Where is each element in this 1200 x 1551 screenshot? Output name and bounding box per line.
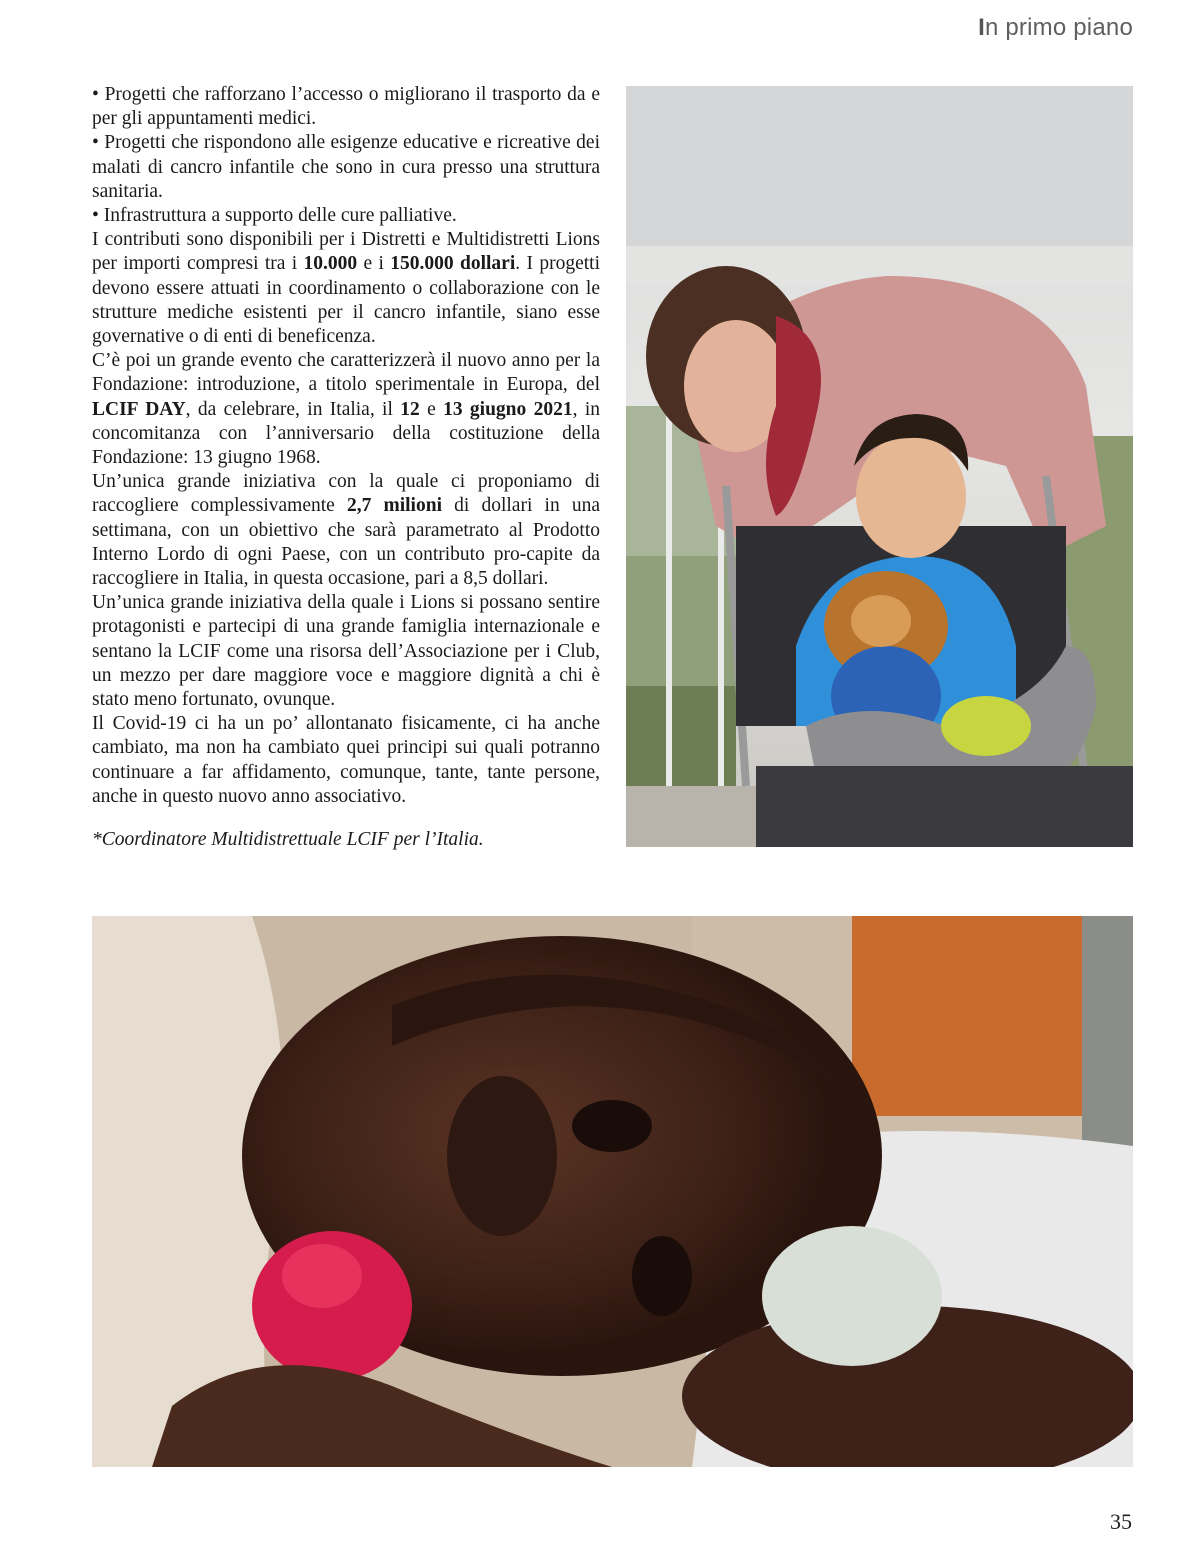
article-text [92, 83, 600, 809]
bullet-item: • Progetti che rispondono alle esigenze educative e ricreative dei malati di cancro infantile che sono in cura presso una struttura sanitaria. [92, 132, 600, 202]
paragraph-covid: Il Covid-19 ci ha un po’ allontanato fisicamente, ci ha anche cambiato, ma non ha cambiato quei principi sui quali potranno continuare a far affidamento, comunque, tante, tante persone, anche in questo nuovo anno associativo. [92, 713, 600, 807]
paragraph-contributions: I contributi sono disponibili per i Distretti e Multidistretti Lions per importi compresi tra i 10.000 e i 150.000 dollari. I progetti devono essere attuati in coordinamento o collaborazione con le strutture mediche esistenti per il cancro infantile, siano esse governative o di enti di beneficenza. [92, 229, 600, 348]
paragraph-initiative: Un’unica grande iniziativa con la quale ci proponiamo di raccogliere complessivamente 2,7 milioni di dollari in una settimana, con un obiettivo che sarà parametrato al Prodotto Interno Lordo di ogni Paese, con un contributo pro-capite da raccogliere in Italia, in questa occasione, pari a 8,5 dollari. [92, 471, 600, 590]
bullet-item: • Progetti che rafforzano l’accesso o migliorano il trasporto da e per gli appuntamenti medici. [92, 84, 600, 130]
paragraph-lcif-day: C’è poi un grande evento che caratterizzerà il nuovo anno per la Fondazione: introduzione, a titolo sperimentale in Europa, del LCIF DAY, da celebrare, in Italia, il 12 e 13 giugno 2021, in concomitanza con l’anniversario della costituzione della Fondazione: 13 giugno 1968. [92, 350, 601, 469]
page-number: 35 [1110, 1509, 1132, 1534]
bullet-item: • Infrastruttura a supporto delle cure palliative. [92, 205, 457, 227]
photo-woman-boy-wheelchair [626, 86, 1133, 847]
photo-child-resting [92, 916, 1133, 1467]
section-header-title: n primo piano [984, 14, 1133, 41]
author-footnote: *Coordinatore Multidistrettuale LCIF per l’Italia. [92, 829, 484, 850]
section-header-initial: I [978, 14, 985, 41]
section-header [978, 14, 1133, 42]
paragraph-lions-family: Un’unica grande iniziativa della quale i Lions si possano sentire protagonisti e partecipi di una grande famiglia internazionale e sentano la LCIF come una risorsa dell’Associazione per i Club, un mezzo per dare maggiore voce e maggiore dignità a chi è stato meno fortunato, ovunque. [92, 592, 600, 711]
